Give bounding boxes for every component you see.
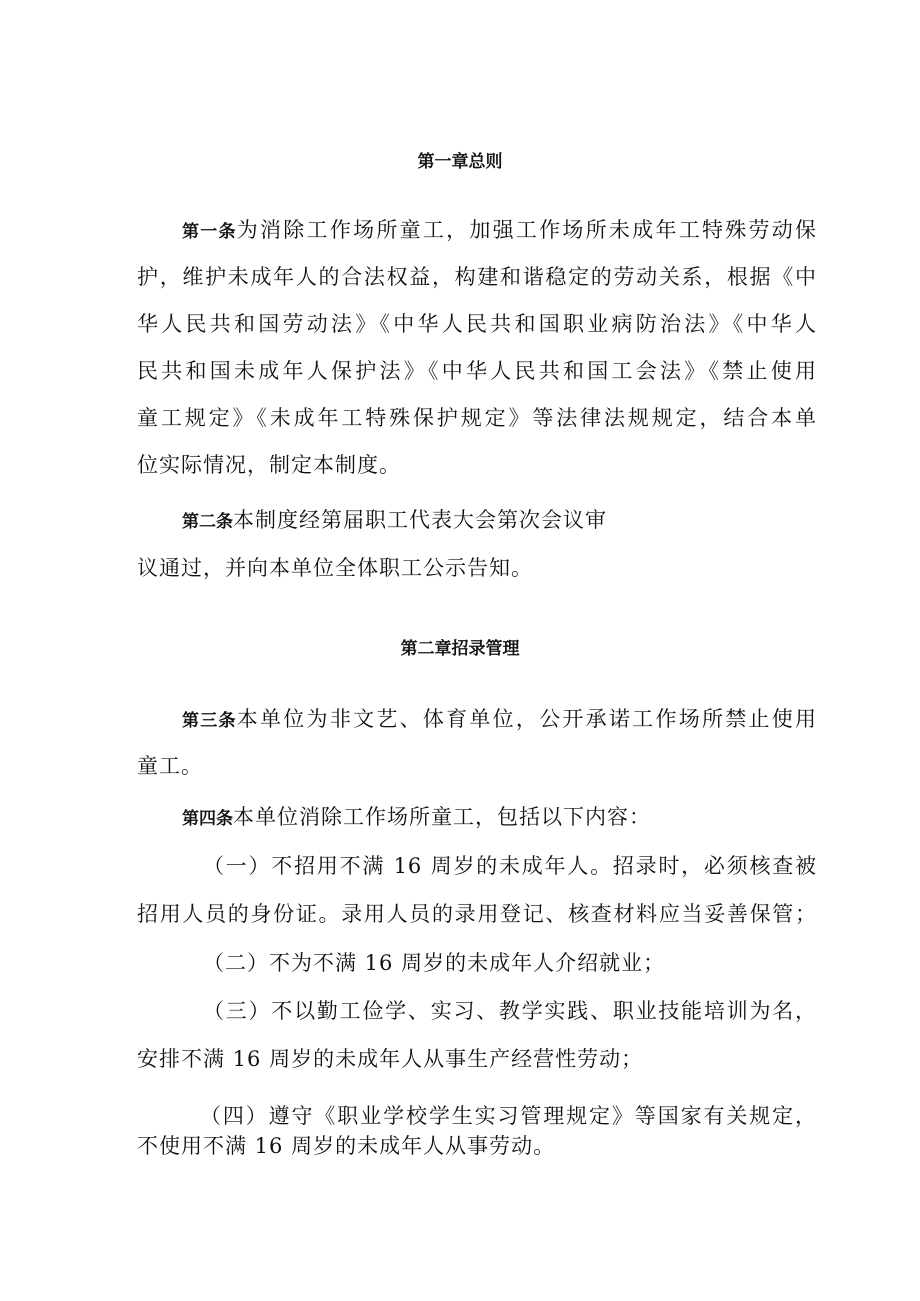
article-1-line-5: 童工规定》《未成年工特殊保护规定》等法律法规规定，结合本单	[137, 406, 817, 430]
article-1-line-3: 华人民共和国劳动法》《中华人民共和国职业病防治法》《中华人	[137, 312, 817, 336]
article-2-line-1: 第二条本制度经第届职工代表大会第次会议审	[182, 508, 607, 532]
article-4-item-3-line-1: （三）不以勤工俭学、实习、教学实践、职业技能培训为名，	[203, 999, 817, 1023]
article-4-item-1-line-2: 招用人员的身份证。录用人员的录用登记、核查材料应当妥善保管；	[137, 902, 817, 926]
chapter-2-title: 第二章招录管理	[400, 639, 520, 659]
article-4-item-4-line-2: 不使用不满 16 周岁的未成年人从事劳动。	[137, 1134, 556, 1158]
article-4-item-4-line-1: （四）遵守《职业学校学生实习管理规定》等国家有关规定，	[200, 1104, 817, 1128]
article-2-label: 第二条	[182, 512, 233, 532]
chapter-1-title: 第一章总则	[417, 152, 503, 172]
article-4-item-3-line-2: 安排不满 16 周岁的未成年人从事生产经营性劳动；	[137, 1047, 644, 1071]
article-4-label: 第四条	[182, 809, 233, 829]
article-1-line-1: 第一条为消除工作场所童工，加强工作场所未成年工特殊劳动保	[182, 218, 818, 242]
article-3-line-2: 童工。	[137, 754, 203, 778]
article-3-line-1: 第三条本单位为非文艺、体育单位，公开承诺工作场所禁止使用	[182, 707, 818, 731]
article-1-line-2: 护，维护未成年人的合法权益，构建和谐稳定的劳动关系，根据《中	[137, 265, 817, 289]
article-3-label: 第三条	[182, 711, 237, 731]
article-4-item-1-line-1: （一）不招用不满 16 周岁的未成年人。招录时，必须核查被	[203, 854, 817, 878]
article-4-intro: 第四条本单位消除工作场所童工，包括以下内容：	[182, 805, 651, 829]
article-1-line-4: 民共和国未成年人保护法》《中华人民共和国工会法》《禁止使用	[137, 359, 817, 383]
article-2-line-2: 议通过，并向本单位全体职工公示告知。	[137, 556, 533, 580]
article-1-label: 第一条	[182, 222, 237, 242]
article-4-item-2: （二）不为不满 16 周岁的未成年人介绍就业；	[203, 951, 666, 975]
article-1-line-6: 位实际情况，制定本制度。	[137, 453, 401, 477]
